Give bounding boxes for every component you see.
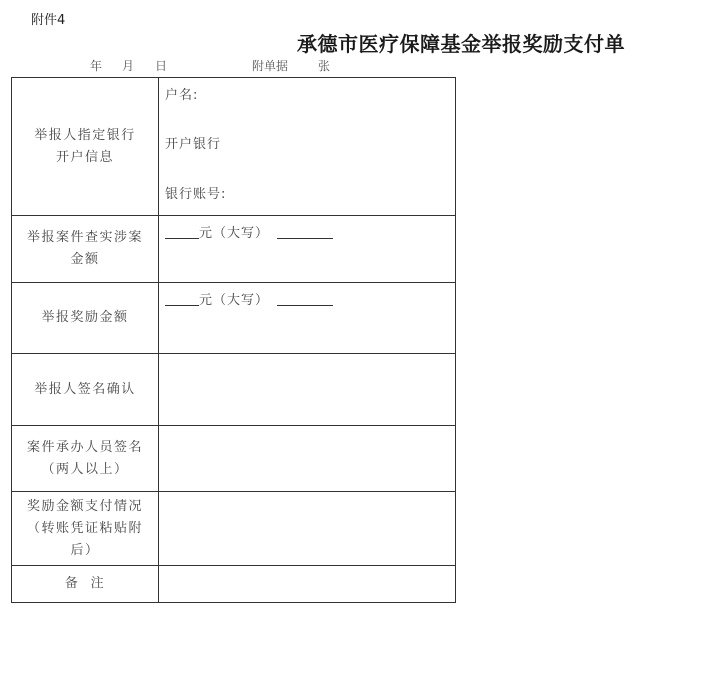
bank-info-label-line1: 举报人指定银行 — [34, 127, 136, 143]
case-amount-number-blank — [165, 226, 199, 239]
sheets-label: 张 — [318, 59, 331, 73]
bank-info-field[interactable] — [159, 78, 456, 216]
staff-signature-label — [12, 426, 159, 492]
reward-amount-label-text: 举报奖励金额 — [41, 310, 129, 325]
reward-amount-words-blank — [277, 293, 333, 306]
row-staff-signature — [12, 426, 456, 492]
reward-payment-form — [11, 77, 456, 603]
bank-info-label-line2: 开户信息 — [55, 149, 114, 165]
reward-amount-line — [165, 289, 333, 308]
reward-amount-label — [12, 283, 159, 354]
bank-info-label — [12, 78, 159, 216]
reporter-signature-label — [12, 354, 159, 426]
case-amount-words-blank — [277, 226, 333, 239]
account-number-label: 银行账号: — [165, 187, 227, 202]
row-case-amount — [12, 216, 456, 283]
payment-status-field[interactable] — [159, 492, 456, 566]
payment-status-label-line3: 后） — [70, 542, 100, 558]
remarks-field[interactable] — [159, 566, 456, 603]
staff-signature-field[interactable] — [159, 426, 456, 492]
case-amount-line — [165, 222, 333, 241]
row-payment-status — [12, 492, 456, 566]
case-amount-label-line2: 金额 — [70, 252, 100, 267]
reporter-signature-label-text: 举报人签名确认 — [34, 381, 136, 397]
account-name-label: 户名: — [165, 88, 199, 103]
attachment-number: 附件4 — [31, 13, 66, 28]
row-reporter-signature — [12, 354, 456, 426]
row-remarks — [12, 566, 456, 603]
row-reward-amount — [12, 283, 456, 354]
reporter-signature-field[interactable] — [159, 354, 456, 426]
bank-name-label: 开户银行 — [165, 137, 222, 152]
payment-status-label-line1: 奖励金额支付情况 — [26, 498, 143, 514]
reward-amount-unit: 元（大写） — [199, 293, 270, 308]
staff-signature-label-line2: （两人以上） — [41, 461, 129, 477]
remarks-label-text: 备 注 — [64, 576, 106, 591]
date-year-label: 年 — [90, 59, 103, 73]
reward-amount-number-blank — [165, 293, 199, 306]
case-amount-label-line1: 举报案件查实涉案 — [26, 230, 143, 245]
row-bank-info — [12, 78, 456, 216]
case-amount-field[interactable] — [159, 216, 456, 283]
staff-signature-label-line1: 案件承办人员签名 — [26, 439, 143, 455]
remarks-label — [12, 566, 159, 603]
case-amount-unit: 元（大写） — [199, 226, 270, 241]
payment-status-label-line2: （转账凭证粘贴附 — [26, 520, 143, 536]
reward-amount-field[interactable] — [159, 283, 456, 354]
payment-status-label — [12, 492, 159, 566]
document-title: 承德市医疗保障基金举报奖励支付单 — [297, 32, 625, 56]
date-month-label: 月 — [122, 59, 135, 73]
date-day-label: 日 — [155, 59, 168, 73]
attached-docs-label: 附单据 — [252, 59, 289, 73]
case-amount-label — [12, 216, 159, 283]
